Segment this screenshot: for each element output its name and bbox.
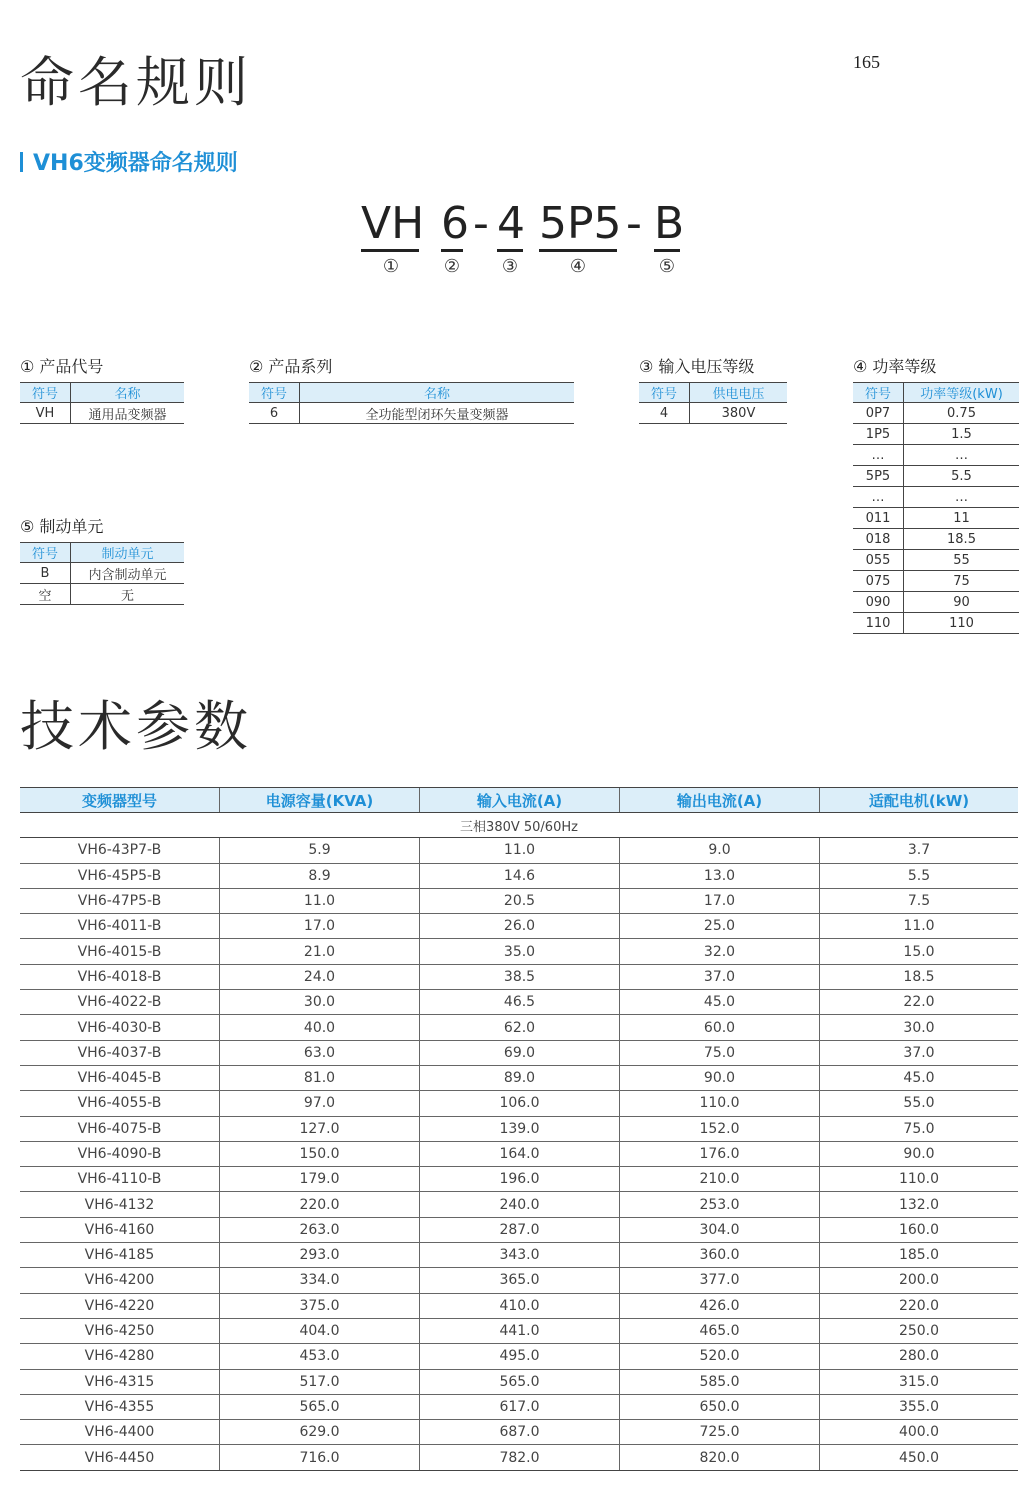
cell: 14.6 bbox=[420, 863, 620, 888]
col-header: 符号 bbox=[249, 383, 300, 403]
cell: 0.75 bbox=[904, 403, 1020, 424]
cell: 46.5 bbox=[420, 990, 620, 1015]
cell: 25.0 bbox=[620, 914, 820, 939]
cell: 360.0 bbox=[620, 1243, 820, 1268]
cell: 629.0 bbox=[220, 1420, 420, 1445]
table-row bbox=[20, 1217, 1018, 1242]
cell: 400.0 bbox=[820, 1420, 1019, 1445]
supply-note: 三相380V 50/60Hz bbox=[20, 813, 1018, 838]
cell: 160.0 bbox=[820, 1217, 1019, 1242]
cell: 280.0 bbox=[820, 1344, 1019, 1369]
cell: 21.0 bbox=[220, 939, 420, 964]
cell: 7.5 bbox=[820, 888, 1019, 913]
table-row bbox=[20, 403, 184, 424]
cell: 17.0 bbox=[620, 888, 820, 913]
table-row bbox=[20, 1167, 1018, 1192]
cell: VH6-4220 bbox=[20, 1293, 220, 1318]
cell: 106.0 bbox=[420, 1091, 620, 1116]
col-header: 适配电机(kW) bbox=[820, 788, 1019, 813]
cell: VH6-4037-B bbox=[20, 1040, 220, 1065]
cell: 520.0 bbox=[620, 1344, 820, 1369]
cell: 090 bbox=[853, 592, 904, 613]
cell: 240.0 bbox=[420, 1192, 620, 1217]
cell: VH bbox=[20, 403, 71, 424]
cell: 375.0 bbox=[220, 1293, 420, 1318]
cell: 450.0 bbox=[820, 1445, 1019, 1470]
cell: 69.0 bbox=[420, 1040, 620, 1065]
col-header: 电源容量(KVA) bbox=[220, 788, 420, 813]
table-row bbox=[20, 863, 1018, 888]
cell: 565.0 bbox=[420, 1369, 620, 1394]
cell: VH6-4011-B bbox=[20, 914, 220, 939]
cell: 725.0 bbox=[620, 1420, 820, 1445]
table-row bbox=[20, 888, 1018, 913]
cell: 404.0 bbox=[220, 1318, 420, 1343]
cell: 81.0 bbox=[220, 1065, 420, 1090]
table-row bbox=[853, 613, 1019, 634]
cell: 75 bbox=[904, 571, 1020, 592]
cell: 40.0 bbox=[220, 1015, 420, 1040]
marker-3: ③ bbox=[501, 256, 519, 277]
col-header: 名称 bbox=[71, 383, 185, 403]
cell: 18.5 bbox=[904, 529, 1020, 550]
code-part-power: 5P5 bbox=[539, 198, 617, 252]
cell: 无 bbox=[71, 584, 185, 605]
table-row bbox=[853, 508, 1019, 529]
cell: 6 bbox=[249, 403, 300, 424]
cell: VH6-4400 bbox=[20, 1420, 220, 1445]
cell: 15.0 bbox=[820, 939, 1019, 964]
cell: 650.0 bbox=[620, 1394, 820, 1419]
cell: 185.0 bbox=[820, 1243, 1019, 1268]
cell: 4 bbox=[639, 403, 690, 424]
cell: 62.0 bbox=[420, 1015, 620, 1040]
cell: 517.0 bbox=[220, 1369, 420, 1394]
code-part-voltage: 4 bbox=[497, 198, 523, 252]
cell: VH6-43P7-B bbox=[20, 838, 220, 863]
table-row bbox=[20, 1141, 1018, 1166]
col-header: 符号 bbox=[20, 383, 71, 403]
table-row bbox=[20, 939, 1018, 964]
code-separator: - bbox=[473, 198, 489, 249]
table-row bbox=[20, 1420, 1018, 1445]
table-row bbox=[853, 571, 1019, 592]
cell: 176.0 bbox=[620, 1141, 820, 1166]
cell: 内含制动单元 bbox=[71, 563, 185, 584]
sec1-table bbox=[20, 382, 184, 424]
cell: 132.0 bbox=[820, 1192, 1019, 1217]
cell: 5P5 bbox=[853, 466, 904, 487]
cell: 075 bbox=[853, 571, 904, 592]
table-row bbox=[20, 1116, 1018, 1141]
table-row bbox=[853, 466, 1019, 487]
cell: VH6-4090-B bbox=[20, 1141, 220, 1166]
table-row bbox=[639, 403, 787, 424]
cell: 293.0 bbox=[220, 1243, 420, 1268]
cell: VH6-4110-B bbox=[20, 1167, 220, 1192]
cell: VH6-45P5-B bbox=[20, 863, 220, 888]
col-header: 供电电压 bbox=[690, 383, 788, 403]
table-row bbox=[20, 990, 1018, 1015]
cell: VH6-47P5-B bbox=[20, 888, 220, 913]
cell: … bbox=[853, 445, 904, 466]
cell: VH6-4450 bbox=[20, 1445, 220, 1470]
cell: … bbox=[853, 487, 904, 508]
col-header: 功率等级(kW) bbox=[904, 383, 1020, 403]
cell: 687.0 bbox=[420, 1420, 620, 1445]
cell: 26.0 bbox=[420, 914, 620, 939]
sec5-title: ⑤ 制动单元 bbox=[20, 517, 104, 536]
cell: 75.0 bbox=[820, 1116, 1019, 1141]
cell: VH6-4355 bbox=[20, 1394, 220, 1419]
code-part-series: VH bbox=[361, 198, 419, 252]
cell: 9.0 bbox=[620, 838, 820, 863]
cell: 253.0 bbox=[620, 1192, 820, 1217]
table-row bbox=[20, 1065, 1018, 1090]
col-header: 变频器型号 bbox=[20, 788, 220, 813]
sec4-title: ④ 功率等级 bbox=[853, 357, 937, 376]
col-header: 输出电流(A) bbox=[620, 788, 820, 813]
code-part-family: 6 bbox=[441, 198, 463, 252]
cell: 1.5 bbox=[904, 424, 1020, 445]
cell: 200.0 bbox=[820, 1268, 1019, 1293]
table-row bbox=[20, 838, 1018, 863]
col-header: 输入电流(A) bbox=[420, 788, 620, 813]
cell: 127.0 bbox=[220, 1116, 420, 1141]
cell: 365.0 bbox=[420, 1268, 620, 1293]
page-number: 165 bbox=[853, 52, 880, 72]
tech-title: 技术参数 bbox=[20, 695, 252, 758]
cell: 45.0 bbox=[820, 1065, 1019, 1090]
cell: 89.0 bbox=[420, 1065, 620, 1090]
cell: 110 bbox=[904, 613, 1020, 634]
cell: VH6-4250 bbox=[20, 1318, 220, 1343]
cell: 11.0 bbox=[420, 838, 620, 863]
cell: VH6-4055-B bbox=[20, 1091, 220, 1116]
table-row bbox=[20, 1268, 1018, 1293]
cell: 37.0 bbox=[620, 964, 820, 989]
cell: 334.0 bbox=[220, 1268, 420, 1293]
col-header: 名称 bbox=[300, 383, 575, 403]
cell: 32.0 bbox=[620, 939, 820, 964]
cell: VH6-4160 bbox=[20, 1217, 220, 1242]
cell: 410.0 bbox=[420, 1293, 620, 1318]
cell: 17.0 bbox=[220, 914, 420, 939]
heading-accent-bar bbox=[20, 152, 23, 172]
table-row bbox=[853, 550, 1019, 571]
cell: 179.0 bbox=[220, 1167, 420, 1192]
table-row bbox=[20, 1091, 1018, 1116]
table-row bbox=[20, 1243, 1018, 1268]
sec2-title: ② 产品系列 bbox=[249, 357, 333, 376]
table-note-row bbox=[20, 813, 1018, 838]
marker-4: ④ bbox=[569, 256, 587, 277]
cell: 453.0 bbox=[220, 1344, 420, 1369]
table-row bbox=[20, 1015, 1018, 1040]
cell: 441.0 bbox=[420, 1318, 620, 1343]
table-row bbox=[853, 487, 1019, 508]
cell: 13.0 bbox=[620, 863, 820, 888]
cell: 820.0 bbox=[620, 1445, 820, 1470]
cell: 通用品变频器 bbox=[71, 403, 185, 424]
table-row bbox=[853, 403, 1019, 424]
cell: 250.0 bbox=[820, 1318, 1019, 1343]
sec3-table bbox=[639, 382, 787, 424]
table-row bbox=[853, 529, 1019, 550]
cell: 5.9 bbox=[220, 838, 420, 863]
cell: 90.0 bbox=[820, 1141, 1019, 1166]
col-header: 制动单元 bbox=[71, 543, 185, 563]
table-row bbox=[853, 424, 1019, 445]
cell: 164.0 bbox=[420, 1141, 620, 1166]
table-row bbox=[20, 1394, 1018, 1419]
table-row bbox=[249, 403, 574, 424]
cell: 018 bbox=[853, 529, 904, 550]
sec2-table bbox=[249, 382, 574, 424]
cell: 11.0 bbox=[220, 888, 420, 913]
cell: 5.5 bbox=[820, 863, 1019, 888]
cell: 152.0 bbox=[620, 1116, 820, 1141]
table-row bbox=[20, 964, 1018, 989]
table-row bbox=[20, 1040, 1018, 1065]
table-row bbox=[20, 1445, 1018, 1470]
table-row bbox=[20, 1344, 1018, 1369]
table-row bbox=[853, 592, 1019, 613]
col-header: 符号 bbox=[853, 383, 904, 403]
cell: 75.0 bbox=[620, 1040, 820, 1065]
cell: 110.0 bbox=[620, 1091, 820, 1116]
cell: 377.0 bbox=[620, 1268, 820, 1293]
cell: VH6-4200 bbox=[20, 1268, 220, 1293]
table-row bbox=[20, 1293, 1018, 1318]
cell: 287.0 bbox=[420, 1217, 620, 1242]
subheading-text: VH6变频器命名规则 bbox=[33, 151, 238, 176]
table-row bbox=[20, 1369, 1018, 1394]
sec4-table bbox=[853, 382, 1019, 634]
cell: VH6-4022-B bbox=[20, 990, 220, 1015]
cell: 1P5 bbox=[853, 424, 904, 445]
cell: 782.0 bbox=[420, 1445, 620, 1470]
tech-table bbox=[20, 787, 1018, 1471]
marker-1: ① bbox=[382, 256, 400, 277]
table-row bbox=[20, 563, 184, 584]
cell: 60.0 bbox=[620, 1015, 820, 1040]
cell: 139.0 bbox=[420, 1116, 620, 1141]
section-subheading bbox=[20, 146, 238, 177]
cell: 263.0 bbox=[220, 1217, 420, 1242]
cell: 22.0 bbox=[820, 990, 1019, 1015]
cell: VH6-4018-B bbox=[20, 964, 220, 989]
cell: 35.0 bbox=[420, 939, 620, 964]
table-row bbox=[20, 1192, 1018, 1217]
cell: 716.0 bbox=[220, 1445, 420, 1470]
cell: 8.9 bbox=[220, 863, 420, 888]
col-header: 符号 bbox=[639, 383, 690, 403]
cell: 055 bbox=[853, 550, 904, 571]
cell: … bbox=[904, 487, 1020, 508]
table-row bbox=[20, 914, 1018, 939]
cell: 304.0 bbox=[620, 1217, 820, 1242]
cell: 210.0 bbox=[620, 1167, 820, 1192]
cell: 565.0 bbox=[220, 1394, 420, 1419]
cell: 380V bbox=[690, 403, 788, 424]
cell: VH6-4280 bbox=[20, 1344, 220, 1369]
cell: 196.0 bbox=[420, 1167, 620, 1192]
cell: 0P7 bbox=[853, 403, 904, 424]
cell: 110.0 bbox=[820, 1167, 1019, 1192]
cell: 30.0 bbox=[220, 990, 420, 1015]
cell: 97.0 bbox=[220, 1091, 420, 1116]
sec1-title: ① 产品代号 bbox=[20, 357, 104, 376]
table-row bbox=[20, 1318, 1018, 1343]
table-row bbox=[853, 445, 1019, 466]
cell: 011 bbox=[853, 508, 904, 529]
cell: 343.0 bbox=[420, 1243, 620, 1268]
cell: VH6-4075-B bbox=[20, 1116, 220, 1141]
cell: B bbox=[20, 563, 71, 584]
cell: VH6-4185 bbox=[20, 1243, 220, 1268]
marker-2: ② bbox=[443, 256, 461, 277]
code-separator: - bbox=[626, 198, 642, 249]
cell: 90 bbox=[904, 592, 1020, 613]
cell: 110 bbox=[853, 613, 904, 634]
cell: 空 bbox=[20, 584, 71, 605]
cell: 55.0 bbox=[820, 1091, 1019, 1116]
cell: 355.0 bbox=[820, 1394, 1019, 1419]
cell: … bbox=[904, 445, 1020, 466]
cell: VH6-4045-B bbox=[20, 1065, 220, 1090]
cell: VH6-4030-B bbox=[20, 1015, 220, 1040]
cell: 315.0 bbox=[820, 1369, 1019, 1394]
cell: VH6-4132 bbox=[20, 1192, 220, 1217]
sec5-table bbox=[20, 542, 184, 605]
cell: 37.0 bbox=[820, 1040, 1019, 1065]
cell: 465.0 bbox=[620, 1318, 820, 1343]
cell: 90.0 bbox=[620, 1065, 820, 1090]
cell: 5.5 bbox=[904, 466, 1020, 487]
code-part-brake: B bbox=[654, 198, 680, 252]
cell: 585.0 bbox=[620, 1369, 820, 1394]
col-header: 符号 bbox=[20, 543, 71, 563]
cell: 426.0 bbox=[620, 1293, 820, 1318]
cell: 617.0 bbox=[420, 1394, 620, 1419]
cell: 24.0 bbox=[220, 964, 420, 989]
cell: 11.0 bbox=[820, 914, 1019, 939]
table-row bbox=[20, 584, 184, 605]
cell: 3.7 bbox=[820, 838, 1019, 863]
cell: 18.5 bbox=[820, 964, 1019, 989]
cell: 220.0 bbox=[220, 1192, 420, 1217]
cell: 495.0 bbox=[420, 1344, 620, 1369]
cell: VH6-4015-B bbox=[20, 939, 220, 964]
cell: 63.0 bbox=[220, 1040, 420, 1065]
cell: 30.0 bbox=[820, 1015, 1019, 1040]
cell: 20.5 bbox=[420, 888, 620, 913]
sec3-title: ③ 输入电压等级 bbox=[639, 357, 755, 376]
cell: 55 bbox=[904, 550, 1020, 571]
cell: 150.0 bbox=[220, 1141, 420, 1166]
cell: 全功能型闭环矢量变频器 bbox=[300, 403, 575, 424]
marker-5: ⑤ bbox=[658, 256, 676, 277]
cell: 38.5 bbox=[420, 964, 620, 989]
cell: 45.0 bbox=[620, 990, 820, 1015]
naming-code bbox=[0, 198, 1034, 288]
cell: 220.0 bbox=[820, 1293, 1019, 1318]
cell: 11 bbox=[904, 508, 1020, 529]
page-title: 命名规则 bbox=[20, 51, 252, 114]
cell: VH6-4315 bbox=[20, 1369, 220, 1394]
